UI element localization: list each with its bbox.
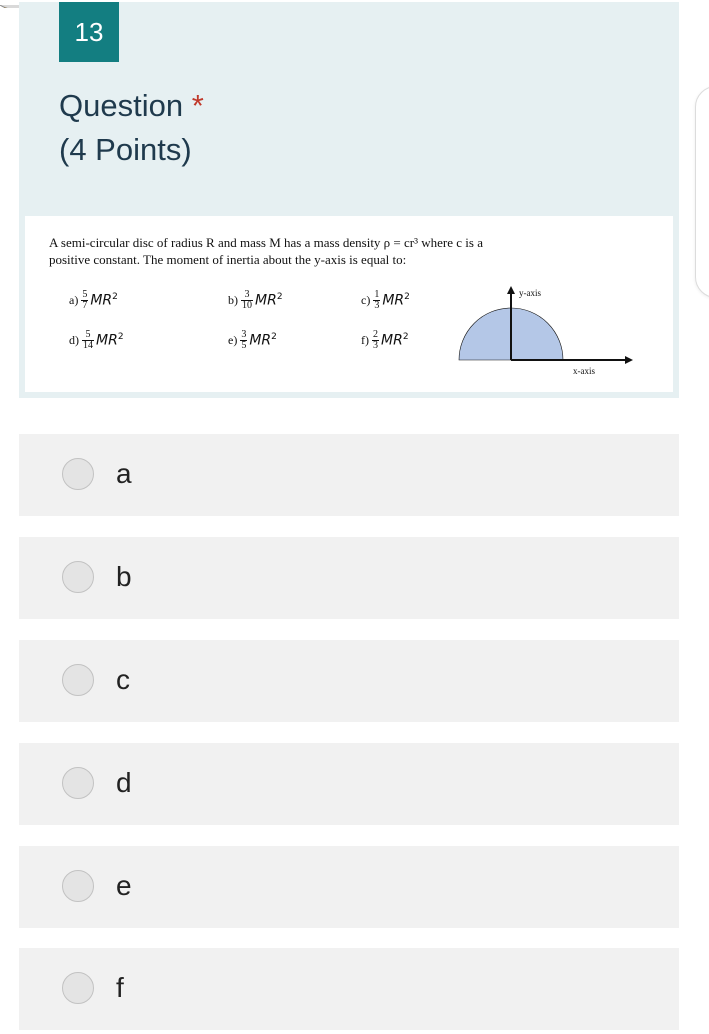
x-axis-arrow-icon: [625, 356, 633, 364]
choice-e: [228, 330, 277, 351]
choice-d: [69, 330, 124, 351]
fraction-numerator: 2: [373, 329, 378, 340]
fraction-denominator: 7: [82, 300, 88, 311]
choice-letter: b): [228, 293, 238, 307]
fraction-numerator: 3: [244, 289, 250, 300]
answer-label: f: [116, 972, 124, 1003]
expr-exponent: 2: [276, 292, 283, 303]
x-axis-label: x-axis: [573, 366, 595, 376]
expr-base: MR: [382, 292, 405, 309]
side-card-fragment: [695, 86, 709, 298]
choice-letter: f): [361, 333, 369, 347]
problem-line-1: A semi-circular disc of radius R and mass M has a mass density ρ = cr³ where c is a: [49, 235, 483, 250]
expr-exponent: 2: [271, 332, 277, 343]
answer-label: e: [116, 870, 132, 901]
answer-option-b[interactable]: [19, 537, 679, 619]
choice-expression: [249, 332, 277, 349]
choice-fraction: [81, 290, 88, 311]
fraction-numerator: 3: [241, 329, 247, 340]
fraction-denominator: 14: [83, 340, 93, 351]
fraction-numerator: 5: [82, 289, 88, 300]
choice-expression: [255, 292, 283, 309]
answer-option-f[interactable]: [19, 948, 679, 1030]
choice-fraction: [82, 330, 94, 351]
radio-button[interactable]: [62, 870, 94, 902]
semicircle-diagram: [455, 282, 635, 382]
fraction-denominator: 5: [241, 340, 247, 351]
fraction-numerator: 1: [374, 289, 380, 300]
choice-fraction: [372, 330, 379, 351]
choice-fraction: [240, 330, 247, 351]
question-image: [25, 216, 673, 392]
problem-statement: [49, 234, 579, 268]
answer-option-e[interactable]: [19, 846, 679, 928]
question-points: (4 Points): [59, 132, 192, 167]
problem-line-2: positive constant. The moment of inertia about the y-axis is equal to:: [49, 252, 407, 267]
expr-base: MR: [90, 292, 113, 309]
fraction-denominator: 3: [373, 340, 378, 351]
radio-button[interactable]: [62, 458, 94, 490]
radio-button[interactable]: [62, 664, 94, 696]
expr-base: MR: [381, 332, 403, 349]
choice-expression: [382, 292, 410, 309]
answer-label: b: [116, 561, 132, 592]
choice-expression: [381, 332, 409, 349]
question-title: [59, 84, 204, 128]
expr-exponent: 2: [404, 292, 410, 303]
fraction-numerator: 5: [85, 329, 91, 340]
choice-letter: d): [69, 333, 79, 347]
fraction-denominator: 10: [242, 300, 252, 311]
expr-base: MR: [96, 332, 118, 349]
choice-c: [361, 290, 410, 311]
answer-option-a[interactable]: [19, 434, 679, 516]
choice-letter: e): [228, 333, 238, 347]
choice-fraction: [241, 290, 253, 311]
question-card: [19, 2, 679, 398]
choice-f: [361, 330, 409, 351]
required-asterisk: *: [191, 88, 204, 123]
radio-button[interactable]: [62, 767, 94, 799]
choice-a: [69, 290, 118, 311]
expr-exponent: 2: [112, 292, 118, 303]
choice-letter: c): [361, 293, 371, 307]
answer-option-c[interactable]: [19, 640, 679, 722]
y-axis-arrow-icon: [507, 286, 515, 294]
radio-button[interactable]: [62, 972, 94, 1004]
expr-base: MR: [255, 292, 277, 309]
answer-label: d: [116, 767, 132, 798]
answer-label: a: [116, 458, 132, 489]
answer-label: c: [116, 664, 130, 695]
question-number-badge: 13: [59, 2, 119, 62]
expr-base: MR: [249, 332, 272, 349]
choice-letter: a): [69, 293, 79, 307]
choice-expression: [90, 292, 118, 309]
choice-b: [228, 290, 283, 311]
fraction-denominator: 3: [374, 300, 380, 311]
radio-button[interactable]: [62, 561, 94, 593]
question-title-text: Question: [59, 88, 184, 123]
choice-fraction: [373, 290, 380, 311]
expr-exponent: 2: [402, 332, 409, 343]
choice-expression: [96, 332, 124, 349]
expr-exponent: 2: [117, 332, 124, 343]
answer-option-d[interactable]: [19, 743, 679, 825]
y-axis-label: y-axis: [519, 288, 541, 298]
